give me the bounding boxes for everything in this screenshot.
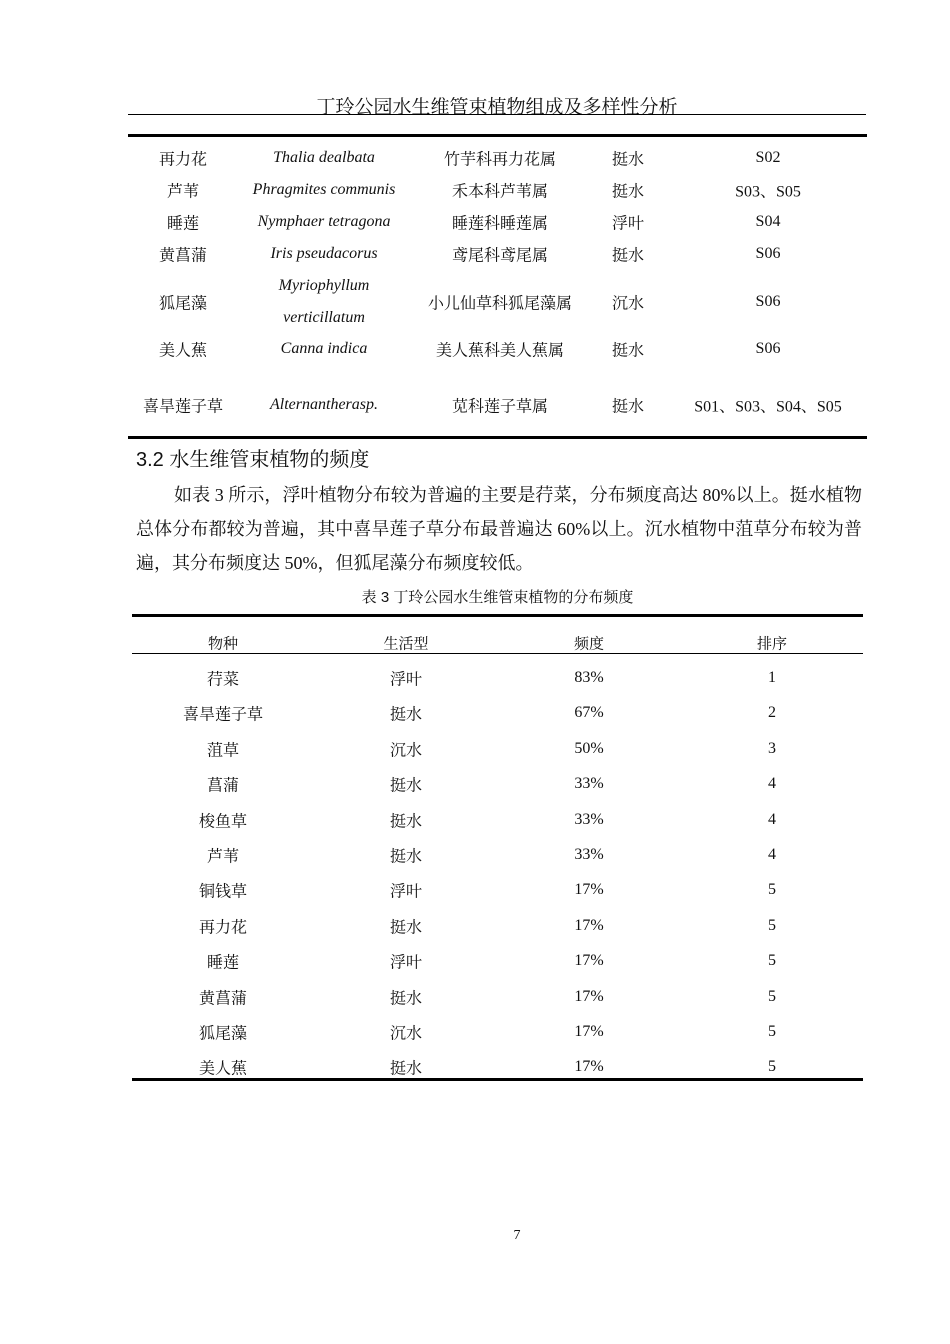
latin-cell: Phragmites communis [252, 181, 396, 198]
latin-cell: Thalia dealbata [273, 149, 375, 166]
table-bottom-rule [128, 436, 867, 439]
table-cell: 梭鱼草 [198, 813, 248, 831]
table-cell: 5 [768, 916, 776, 934]
table-cell: 1 [768, 669, 776, 686]
table-cell: 狐尾藻 [198, 1025, 248, 1043]
table-cell: 挺水 [389, 777, 423, 795]
family-genus-cell: 美人蕉科美人蕉属 [435, 342, 565, 360]
latin-name-cell: verticillatum [283, 309, 365, 326]
table-cell: 挺水 [389, 919, 423, 937]
table-cell: 17% [574, 987, 604, 1005]
table-cell: 挺水 [389, 1060, 423, 1078]
life-form-cell: 挺水 [611, 342, 645, 360]
table-cell: 喜旱莲子草 [182, 706, 264, 724]
name-cell: 再力花 [158, 151, 208, 169]
table-cell: 17% [574, 916, 604, 934]
table-cell: 挺水 [389, 990, 423, 1008]
family-genus-cell: 小儿仙草科狐尾藻属 [427, 295, 573, 313]
table-cell: 5 [768, 1023, 776, 1040]
name-cell: 美人蕉 [158, 342, 208, 360]
table-cell: 17% [574, 881, 604, 899]
name-cell: 芦苇 [166, 183, 200, 201]
table-cell: 4 [768, 846, 776, 863]
table-cell: 沉水 [389, 742, 423, 760]
table-cell: 2 [768, 704, 776, 722]
sites-cell: S06 [755, 245, 781, 262]
table-cell: 3 [768, 739, 776, 757]
sites-cell: S06 [755, 340, 781, 357]
name-cell: 睡莲 [166, 215, 200, 233]
table-cell: 菖蒲 [206, 777, 240, 795]
table-cell: 挺水 [389, 848, 423, 866]
table-cell: 黄菖蒲 [198, 990, 248, 1008]
table-cell: 挺水 [389, 813, 423, 831]
family-genus-cell: 鸢尾科鸢尾属 [451, 247, 549, 265]
latin-cell: Canna indica [280, 340, 368, 357]
table-cell: 33% [574, 810, 604, 828]
column-header: 频度 [573, 635, 605, 653]
latin-cell: Iris pseudacorus [270, 245, 378, 262]
table-cell: 荇菜 [206, 671, 240, 689]
table-cell: 33% [574, 846, 604, 863]
column-header: 物种 [207, 635, 239, 653]
name-cell: 喜旱莲子草 [142, 398, 224, 416]
table-cell: 挺水 [389, 706, 423, 724]
table-cell: 5 [768, 881, 776, 899]
table-cell: 芦苇 [206, 848, 240, 866]
latin-cell: Alternantherasp. [270, 396, 378, 413]
column-header: 生活型 [383, 635, 429, 653]
table-cell: 沉水 [389, 1025, 423, 1043]
latin-name-cell: Myriophyllum [278, 277, 370, 294]
life-form-cell: 沉水 [611, 295, 645, 313]
sites-cell: S03、S05 [735, 183, 801, 201]
life-form-cell: 浮叶 [611, 215, 645, 233]
table-cell: 50% [574, 739, 604, 757]
section-heading: 3.2 水生维管束植物的频度 [136, 449, 370, 471]
table-cell: 再力花 [198, 919, 248, 937]
page-number: 7 [513, 1228, 521, 1243]
body-paragraph: 如表 3 所示，浮叶植物分布较为普遍的主要是荇菜，分布频度高达 80%以上。挺水植物总体分布都较为普遍，其中喜旱莲子草分布最普遍达 60%以上。沉水植物中菹草分布较为普遍，其分布频度达 50%，但狐尾藻分布频度较低。 [136, 485, 862, 573]
table-cell: 5 [768, 1058, 776, 1076]
table-cell: 睡莲 [206, 954, 240, 972]
family-genus-cell: 竹芋科再力花属 [443, 151, 557, 169]
table-cell: 83% [574, 669, 604, 686]
table-cell: 菹草 [206, 742, 240, 760]
table-cell: 67% [574, 704, 604, 722]
running-header: 丁玲公园水生维管束植物组成及多样性分析 [316, 97, 678, 118]
table-top-rule [132, 614, 863, 617]
life-form-cell: 挺水 [611, 151, 645, 169]
family-genus-cell: 禾本科芦苇属 [451, 183, 549, 201]
table-cell: 4 [768, 775, 776, 793]
name-cell: 狐尾藻 [158, 295, 208, 313]
table-cell: 5 [768, 987, 776, 1005]
family-genus-cell: 苋科莲子草属 [451, 398, 549, 416]
sites-cell: S04 [755, 213, 781, 230]
family-genus-cell: 睡莲科睡莲属 [451, 215, 549, 233]
table-cell: 5 [768, 952, 776, 970]
column-header: 排序 [756, 635, 788, 653]
table-cell: 浮叶 [389, 883, 423, 901]
table-cell: 浮叶 [389, 954, 423, 972]
table-cell: 铜钱草 [198, 883, 248, 901]
header-rule [128, 114, 866, 115]
table-cell: 17% [574, 1023, 604, 1040]
table-cell: 17% [574, 1058, 604, 1076]
latin-cell: Nymphaer tetragona [257, 213, 391, 230]
table-cell: 美人蕉 [198, 1060, 248, 1078]
table-header-rule [132, 653, 863, 654]
table-cell: 4 [768, 810, 776, 828]
sites-cell: S01、S03、S04、S05 [694, 398, 842, 416]
table-caption: 表 3 丁玲公园水生维管束植物的分布频度 [361, 589, 634, 606]
table-cell: 浮叶 [389, 671, 423, 689]
table-cell: 33% [574, 775, 604, 793]
life-form-cell: 挺水 [611, 398, 645, 416]
table-top-rule [128, 134, 867, 137]
table-cell: 17% [574, 952, 604, 970]
sites-cell: S02 [755, 149, 781, 166]
sites-cell: S06 [755, 293, 781, 310]
name-cell: 黄菖蒲 [158, 247, 208, 265]
life-form-cell: 挺水 [611, 183, 645, 201]
life-form-cell: 挺水 [611, 247, 645, 265]
